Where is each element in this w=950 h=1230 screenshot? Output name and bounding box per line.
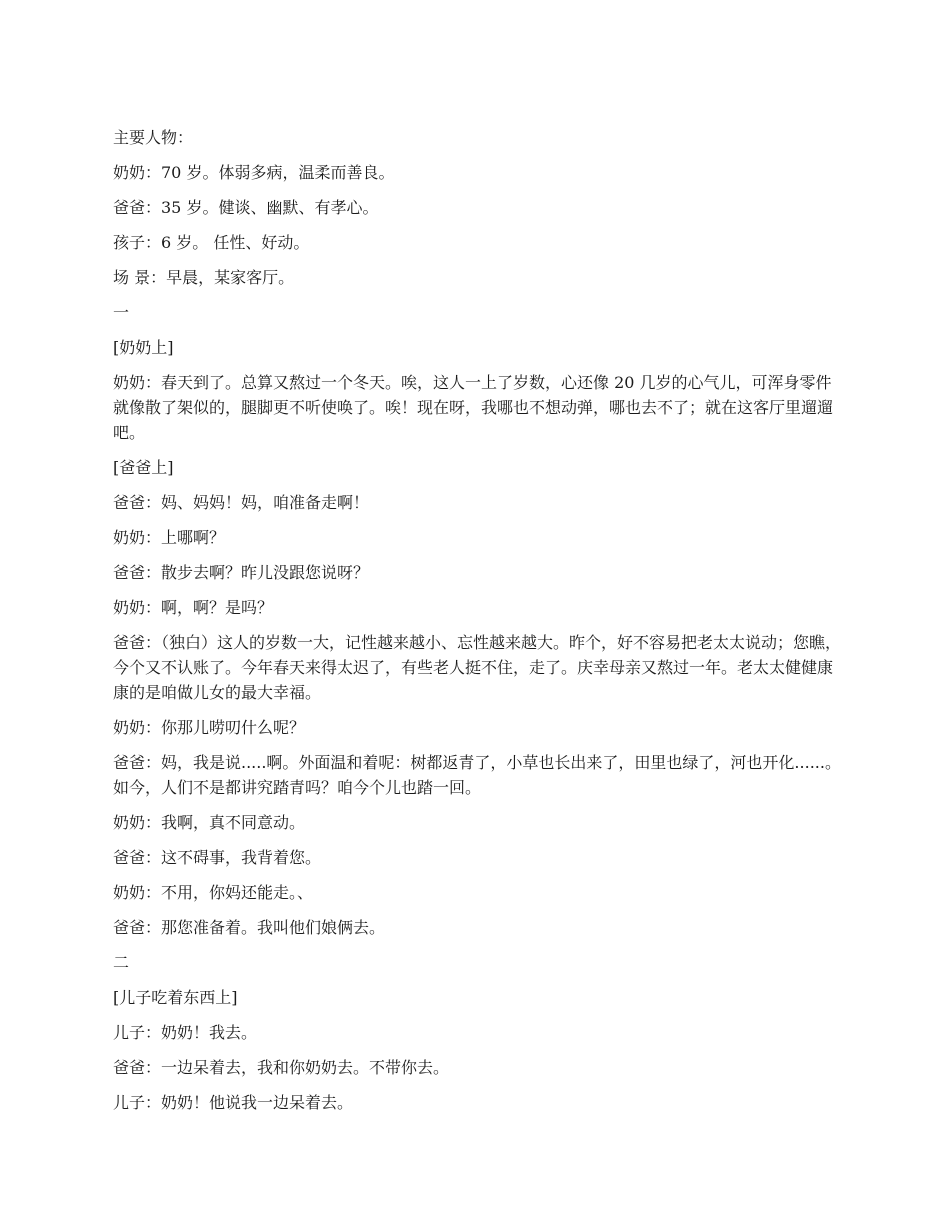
dialogue-line: 爸爸：（独白）这人的岁数一大，记性越来越小、忘性越来越大。昨个，好不容易把老太太说动；您瞧，今个又不认账了。今年春天来得太迟了，有些老人挺不住，走了。庆幸母亲又熬过一年。老太太健健康康的是咱做儿女的最大幸福。	[113, 633, 842, 702]
dialogue-line: 爸爸：那您准备着。我叫他们娘俩去。	[113, 918, 386, 937]
cast-heading: 主要人物：	[113, 128, 194, 147]
act-one-marker: 一	[113, 303, 130, 322]
dialogue-line: 奶奶：啊，啊？是吗？	[113, 598, 274, 617]
dialogue-line: 奶奶：我啊，真不同意动。	[113, 813, 306, 832]
dialogue-line: 奶奶：春天到了。总算又熬过一个冬天。唉，这人一上了岁数，心还像 20 几岁的心气儿，可浑身零件就像散了架似的，腿脚更不听使唤了。唉！现在呀，我哪也不想动弹，哪也去不了；就在这客厅里遛遛吧。	[113, 373, 834, 442]
stage-direction: [爸爸上]	[113, 458, 174, 477]
scene-setting: 场 景：早晨，某家客厅。	[113, 268, 295, 287]
stage-direction: [奶奶上]	[113, 338, 174, 357]
cast-grandma: 奶奶：70 岁。体弱多病，温柔而善良。	[113, 163, 395, 182]
dialogue-line: 儿子：奶奶！他说我一边呆着去。	[113, 1093, 354, 1112]
document-page	[113, 125, 841, 1125]
dialogue-line: 爸爸：一边呆着去，我和你奶奶去。不带你去。	[113, 1058, 450, 1077]
stage-direction: [儿子吃着东西上]	[113, 988, 238, 1007]
dialogue-line: 爸爸：这不碍事，我背着您。	[113, 848, 322, 867]
dialogue-line: 爸爸：妈，我是说.....啊。外面温和着呢：树都返青了，小草也长出来了，田里也绿了，河也开化......。如今，人们不是都讲究踏青吗？咱今个儿也踏一回。	[113, 753, 841, 797]
dialogue-line: 奶奶：不用，你妈还能走。、	[113, 883, 314, 902]
dialogue-line: 奶奶：你那儿唠叨什么呢？	[113, 718, 306, 737]
act-two-marker: 二	[113, 953, 130, 972]
cast-child: 孩子：6 岁。 任性、好动。	[113, 233, 310, 252]
dialogue-line: 儿子：奶奶！我去。	[113, 1023, 258, 1042]
dialogue-line: 爸爸：妈、妈妈！妈，咱准备走啊！	[113, 493, 370, 512]
dialogue-line: 奶奶：上哪啊？	[113, 528, 226, 547]
cast-father: 爸爸：35 岁。健谈、幽默、有孝心。	[113, 198, 379, 217]
dialogue-line: 爸爸：散步去啊？昨儿没跟您说呀？	[113, 563, 370, 582]
